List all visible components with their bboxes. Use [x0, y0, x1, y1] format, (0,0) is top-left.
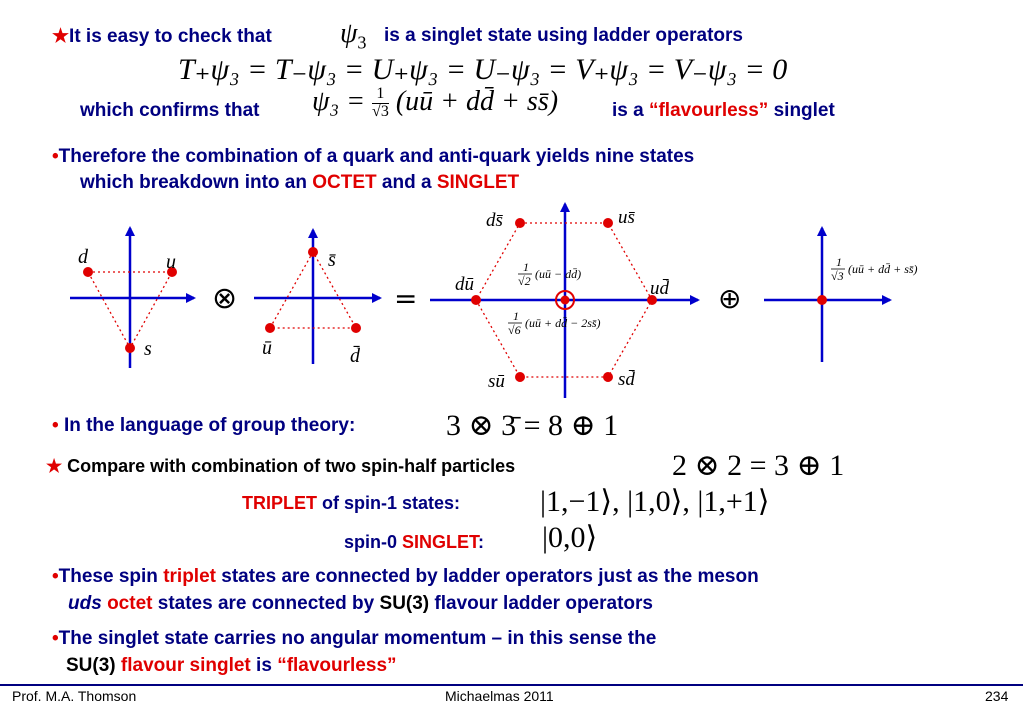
su3-text: SU(3): [379, 593, 430, 614]
usbar-dot: [603, 218, 613, 228]
breakdown-text: which breakdown into an: [80, 172, 307, 193]
spin0-singlet-word: SINGLET: [402, 532, 479, 552]
star-icon: ★: [46, 456, 63, 476]
footer-page: 234: [985, 688, 1009, 704]
star-icon: ★: [52, 26, 70, 47]
dbar-label: d̄: [350, 345, 360, 367]
sbar-label: s̄: [328, 249, 336, 271]
uds-line: [68, 593, 653, 615]
singlet-state: |0,0⟩: [542, 521, 598, 554]
d-label: d: [78, 246, 88, 268]
intro-text-2: is a singlet state using ladder operators: [384, 25, 743, 46]
pi0-num: 1: [523, 260, 529, 274]
triplet-states: |1,−1⟩, |1,0⟩, |1,+1⟩: [540, 485, 770, 518]
center-dot: [561, 296, 570, 305]
singlet-text-a: The singlet state carries no angular momentum – in this sense the: [58, 628, 657, 649]
u-label: u: [166, 251, 176, 273]
footer-author: Prof. M.A. Thomson: [12, 688, 137, 704]
confirms-text: which confirms that: [80, 100, 260, 121]
subar-label: sū: [488, 371, 505, 392]
quark-triplet: [70, 228, 194, 368]
dubar-label: dū: [455, 274, 474, 295]
meson-octet: [430, 204, 698, 398]
oplus-symbol: ⊕: [718, 282, 742, 315]
compare-text: Compare with combination of two spin-half particles: [67, 456, 516, 476]
eta1-combo: (uū + dd̄ + ss̄): [848, 262, 918, 276]
compare-line: [46, 456, 515, 477]
s-label: s: [144, 338, 152, 360]
s-quark-dot: [125, 343, 135, 353]
these-text-b: states are connected by ladder operators just as the meson: [221, 566, 759, 587]
dbar-dot: [351, 323, 361, 333]
these-text-d: flavour ladder operators: [434, 593, 653, 614]
spin0-colon: :: [478, 532, 485, 552]
and-text: and a: [381, 172, 432, 193]
eta8-combo: (uū + dd̄ − 2ss̄): [525, 316, 601, 330]
sdbar-dot: [603, 372, 613, 382]
ubar-dot: [265, 323, 275, 333]
bullet: •: [52, 146, 59, 167]
sdbar-label: sd̄: [618, 369, 635, 390]
udbar-label: ud̄: [650, 278, 669, 299]
psi3-combo: (uū + dd̄ + ss̄): [395, 86, 559, 117]
eta8-num: 1: [513, 309, 519, 323]
usbar-label: us̄: [618, 207, 635, 228]
eta8-den: √6: [508, 323, 521, 337]
dsbar-dot: [515, 218, 525, 228]
psi-subscript: 3: [357, 32, 367, 53]
su3-text-2: SU(3): [66, 655, 116, 676]
flavourless-quote: “flavourless”: [277, 655, 397, 676]
antiquark-triplet: [254, 230, 380, 367]
frac-num: 1: [372, 86, 389, 104]
these-line: [52, 566, 759, 588]
bullet: •: [52, 566, 59, 587]
subar-dot: [515, 372, 525, 382]
flavourless-text: “flavourless”: [648, 100, 769, 121]
uds-text: uds: [68, 593, 102, 614]
singlet-text: singlet: [773, 100, 835, 121]
eta1-den: √3: [831, 269, 844, 283]
otimes-symbol: ⊗: [212, 281, 238, 316]
singlet-word: SINGLET: [436, 172, 520, 193]
singlet-line: [52, 628, 656, 650]
footer-rule: [0, 684, 1023, 686]
flavour-singlet-text: flavour singlet: [120, 655, 251, 676]
footer-term: Michaelmas 2011: [445, 688, 554, 704]
psi-letter: ψ: [340, 18, 358, 49]
group-theory-text: In the language of group theory:: [63, 415, 356, 436]
spin-equation: 2 ⊗ 2 = 3 ⊕ 1: [672, 449, 845, 482]
su3-singlet-line: [66, 655, 397, 677]
triplet-text: of spin-1 states:: [322, 493, 461, 513]
is-a-text: is a: [612, 100, 644, 121]
meson-singlet: [764, 228, 918, 362]
spin0-text: spin-0: [344, 532, 398, 552]
psi3-eq: ψ₃ =: [312, 86, 366, 117]
equals-symbol: =: [394, 282, 418, 315]
sbar-dot: [308, 247, 318, 257]
intro-text: It is easy to check that: [69, 26, 272, 47]
these-text-a: These spin: [58, 566, 158, 587]
octet-highlight: octet: [107, 593, 153, 614]
pi0-den: √2: [518, 274, 531, 288]
bullet: •: [52, 628, 59, 649]
group-equation: 3 ⊗ 3̄ = 8 ⊕ 1: [446, 409, 619, 442]
dubar-dot: [471, 295, 481, 305]
spin0-line: [344, 532, 484, 553]
ladder-equation: T₊ψ₃ = T₋ψ₃ = U₊ψ₃ = U₋ψ₃ = V₊ψ₃ = V₋ψ₃ = 0: [178, 53, 788, 86]
bullet: •: [52, 415, 59, 436]
is-text: is: [256, 655, 272, 676]
these-text-c: states are connected by: [157, 593, 375, 614]
pi0-combo: (uū − dd̄): [535, 267, 582, 281]
dsbar-label: ds̄: [486, 210, 503, 231]
triplet-line: [242, 493, 460, 514]
eta1-num: 1: [836, 255, 842, 269]
d-quark-dot: [83, 267, 93, 277]
octet-word: OCTET: [312, 172, 377, 193]
therefore-text: Therefore the combination of a quark and anti-quark yields nine states: [58, 146, 695, 167]
triplet-word: TRIPLET: [242, 493, 317, 513]
singlet-dot: [817, 295, 827, 305]
frac-den: √3: [372, 103, 389, 121]
triplet-highlight: triplet: [163, 566, 216, 587]
ubar-label: ū: [262, 337, 272, 359]
group-theory-line: [52, 415, 355, 437]
